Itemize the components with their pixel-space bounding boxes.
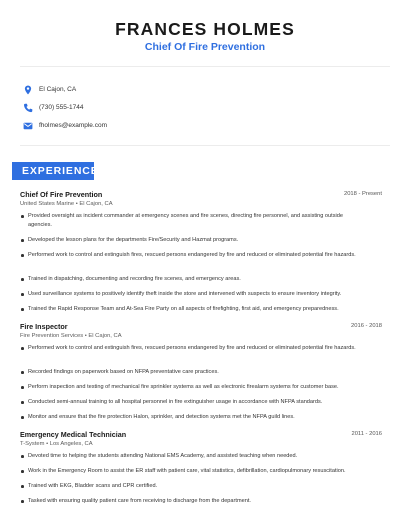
job-title: Emergency Medical Technician: [20, 430, 127, 439]
location-text: El Cajon, CA: [39, 86, 77, 93]
job-bullet: Monitor and ensure that the fire protection Halon, sprinkler, and detection systems met the NFPA guild lines.: [20, 413, 360, 422]
bullet-dot: [21, 347, 24, 350]
location-pin-icon: [23, 85, 33, 95]
job-bullet: Provided oversight as incident commander at emergency scenes and fire scenes, directing fire personnel, and assisting outside agencies.: [20, 212, 360, 229]
bullet-dot: [21, 455, 24, 458]
contact-email: [20, 121, 390, 133]
job-organization: United States Marine • El Cajon, CA: [20, 201, 113, 207]
experience-heading: EXPERIENCE: [12, 162, 94, 180]
email-icon: [23, 121, 33, 131]
bullet-dot: [21, 416, 24, 419]
bullet-dot: [21, 371, 24, 374]
bullet-dot: [21, 293, 24, 296]
job-bullet: Recorded findings on paperwork based on NFPA preventative care practices.: [20, 368, 360, 377]
contact-divider: [20, 145, 390, 146]
bullet-dot: [21, 254, 24, 257]
bullet-dot: [21, 215, 24, 218]
job-dates: 2011 - 2016: [351, 431, 382, 437]
candidate-name: FRANCES HOLMES: [115, 19, 295, 39]
bullet-dot: [21, 239, 24, 242]
job-title: Chief Of Fire Prevention: [20, 190, 103, 199]
job-bullet: Trained in dispatching, documenting and recording fire scenes, and emergency areas.: [20, 275, 360, 284]
bullet-dot: [21, 386, 24, 389]
job-bullet: Developed the lesson plans for the departments Fire/Security and Hazmat programs.: [20, 236, 360, 245]
bullet-dot: [21, 485, 24, 488]
phone-text: (730) 555-1744: [39, 104, 84, 111]
job-dates: 2016 - 2018: [351, 323, 382, 329]
bullet-dot: [21, 401, 24, 404]
job-dates: 2018 - Present: [343, 191, 382, 197]
job-organization: Fire Prevention Services • El Cajon, CA: [20, 333, 122, 339]
email-text: fholmes@example.com: [39, 122, 108, 129]
header-divider: [20, 66, 390, 67]
job-bullet: Conducted semi-annual training to all hospital personnel in fire extinguisher usage in accordance with NFPA standards.: [20, 398, 360, 407]
job-bullet: Work in the Emergency Room to assist the ER staff with patient care, vital statistics, defibrillation, cardiopulmonary resuscitation.: [20, 467, 360, 476]
bullet-dot: [21, 470, 24, 473]
job-bullet: Trained the Rapid Response Team and At-Sea Fire Party on all aspects of firefighting, first aid, and emergency preparedness.: [20, 305, 360, 314]
bullet-dot: [21, 278, 24, 281]
job-bullet: Used surveillance systems to positively identify theft inside the store and intervened with suspects to ensure inventory integrity.: [20, 290, 360, 299]
job-bullet: Performed work to control and extinguish fires, rescued persons endangered by fire and reduced or eliminated potential fire hazards.: [20, 344, 360, 353]
contact-phone: [20, 103, 390, 115]
job-bullet: Devoted time to helping the students attending National EMS Academy, and assisted teaching when needed.: [20, 452, 360, 461]
bullet-dot: [21, 500, 24, 503]
job-bullet: Trained with EKG, Bladder scans and CPR certified.: [20, 482, 360, 491]
job-title: Fire Inspector: [20, 322, 68, 331]
candidate-title: Chief Of Fire Prevention: [144, 41, 266, 53]
bullet-dot: [21, 308, 24, 311]
job-bullet: Tasked with ensuring quality patient care from receiving to discharge from the department.: [20, 497, 360, 506]
phone-icon: [23, 103, 33, 113]
job-bullet: Perform inspection and testing of mechanical fire sprinkler systems as well as electronic firealarm systems for customer base.: [20, 383, 360, 392]
job-organization: T-System • Los Angeles, CA: [20, 441, 93, 447]
contact-location: [20, 85, 390, 97]
job-bullet: Performed work to control and extinguish fires, rescued persons endangered by fire and reduced or eliminated potential fire hazards.: [20, 251, 360, 260]
